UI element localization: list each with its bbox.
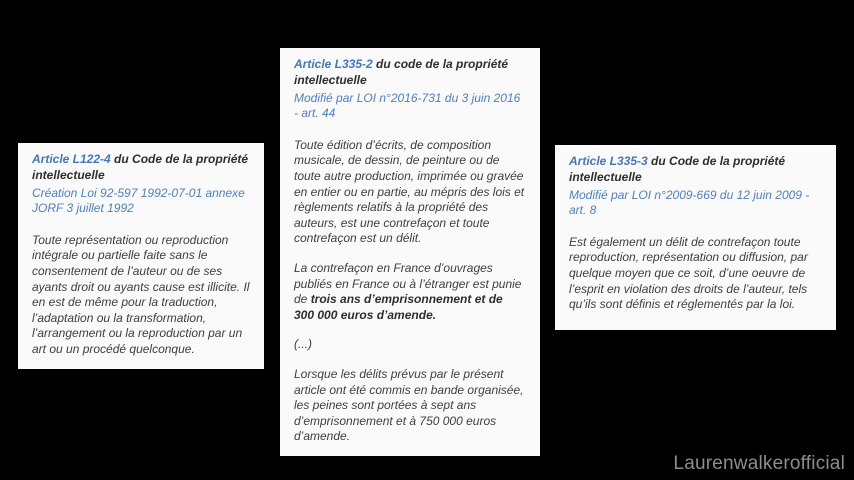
card-title-rest: du Code de la propriété intellectuelle bbox=[32, 152, 249, 182]
card-title bbox=[294, 57, 526, 89]
article-text-paragraph: Lorsque les délits prévus par le présent article ont été commis en bande organisée, les peines sont portées à sept ans d’emprisonnement et à 750 000 euros d’amende. bbox=[294, 366, 524, 444]
card-article-l122-4 bbox=[18, 143, 264, 369]
card-title-rest: du code de la propriété intellectuelle bbox=[294, 57, 509, 87]
ellipsis-marker: (...) bbox=[294, 337, 312, 352]
article-text: Toute représentation ou reproduction intégrale ou partielle faite sans le consentement de l’auteur ou de ses ayants droit ou ayants cause est illicite. Il en est de même pour la traduction, l’adaptation ou la transformation, l’arrangement ou la reproduction par un art ou un procédé quelconque. bbox=[32, 232, 250, 356]
legal-revision-note: Modifié par LOI n°2016-731 du 3 juin 2016 - art. 44 bbox=[294, 90, 521, 121]
card-title bbox=[32, 152, 250, 184]
watermark: Laurenwalkerofficial bbox=[673, 453, 845, 475]
card-title bbox=[569, 154, 822, 186]
article-l122-4-link[interactable]: Article L122-4 bbox=[32, 152, 111, 166]
article-l335-2-link[interactable]: Article L335-2 bbox=[294, 57, 373, 71]
sentence-start: La contrefaçon en France d’ouvrages publiés en France ou à l’étranger est punie de bbox=[294, 261, 522, 307]
article-l335-3-link[interactable]: Article L335-3 bbox=[569, 154, 648, 168]
legal-revision-note: Création Loi 92-597 1992-07-01 annexe JORF 3 juillet 1992 bbox=[32, 185, 245, 216]
penalty-bold-text: trois ans d’emprisonnement et de 300 000 euros d’amende. bbox=[294, 292, 503, 322]
article-text-paragraph: Toute édition d’écrits, de composition musicale, de dessin, de peinture ou de toute autre production, imprimée ou gravée en entier ou en partie, au mépris des lois et règlements relatifs à la propriété des auteurs, est une contrefaçon et toute contrefaçon est un délit. bbox=[294, 137, 525, 246]
legal-revision-note: Modifié par LOI n°2009-669 du 12 juin 2009 - art. 8 bbox=[569, 187, 810, 218]
card-article-l335-2 bbox=[280, 48, 540, 456]
article-text-paragraph bbox=[294, 261, 526, 323]
article-text: Est également un délit de contrefaçon toute reproduction, représentation ou diffusion, par quelque moyen que ce soit, d’une oeuvre de l’esprit en violation des droits de l’auteur, tels qu’ils sont définis et réglementés par la loi. bbox=[569, 234, 808, 312]
card-title-rest: du Code de la propriété intellectuelle bbox=[569, 154, 786, 184]
card-article-l335-3 bbox=[555, 145, 836, 330]
